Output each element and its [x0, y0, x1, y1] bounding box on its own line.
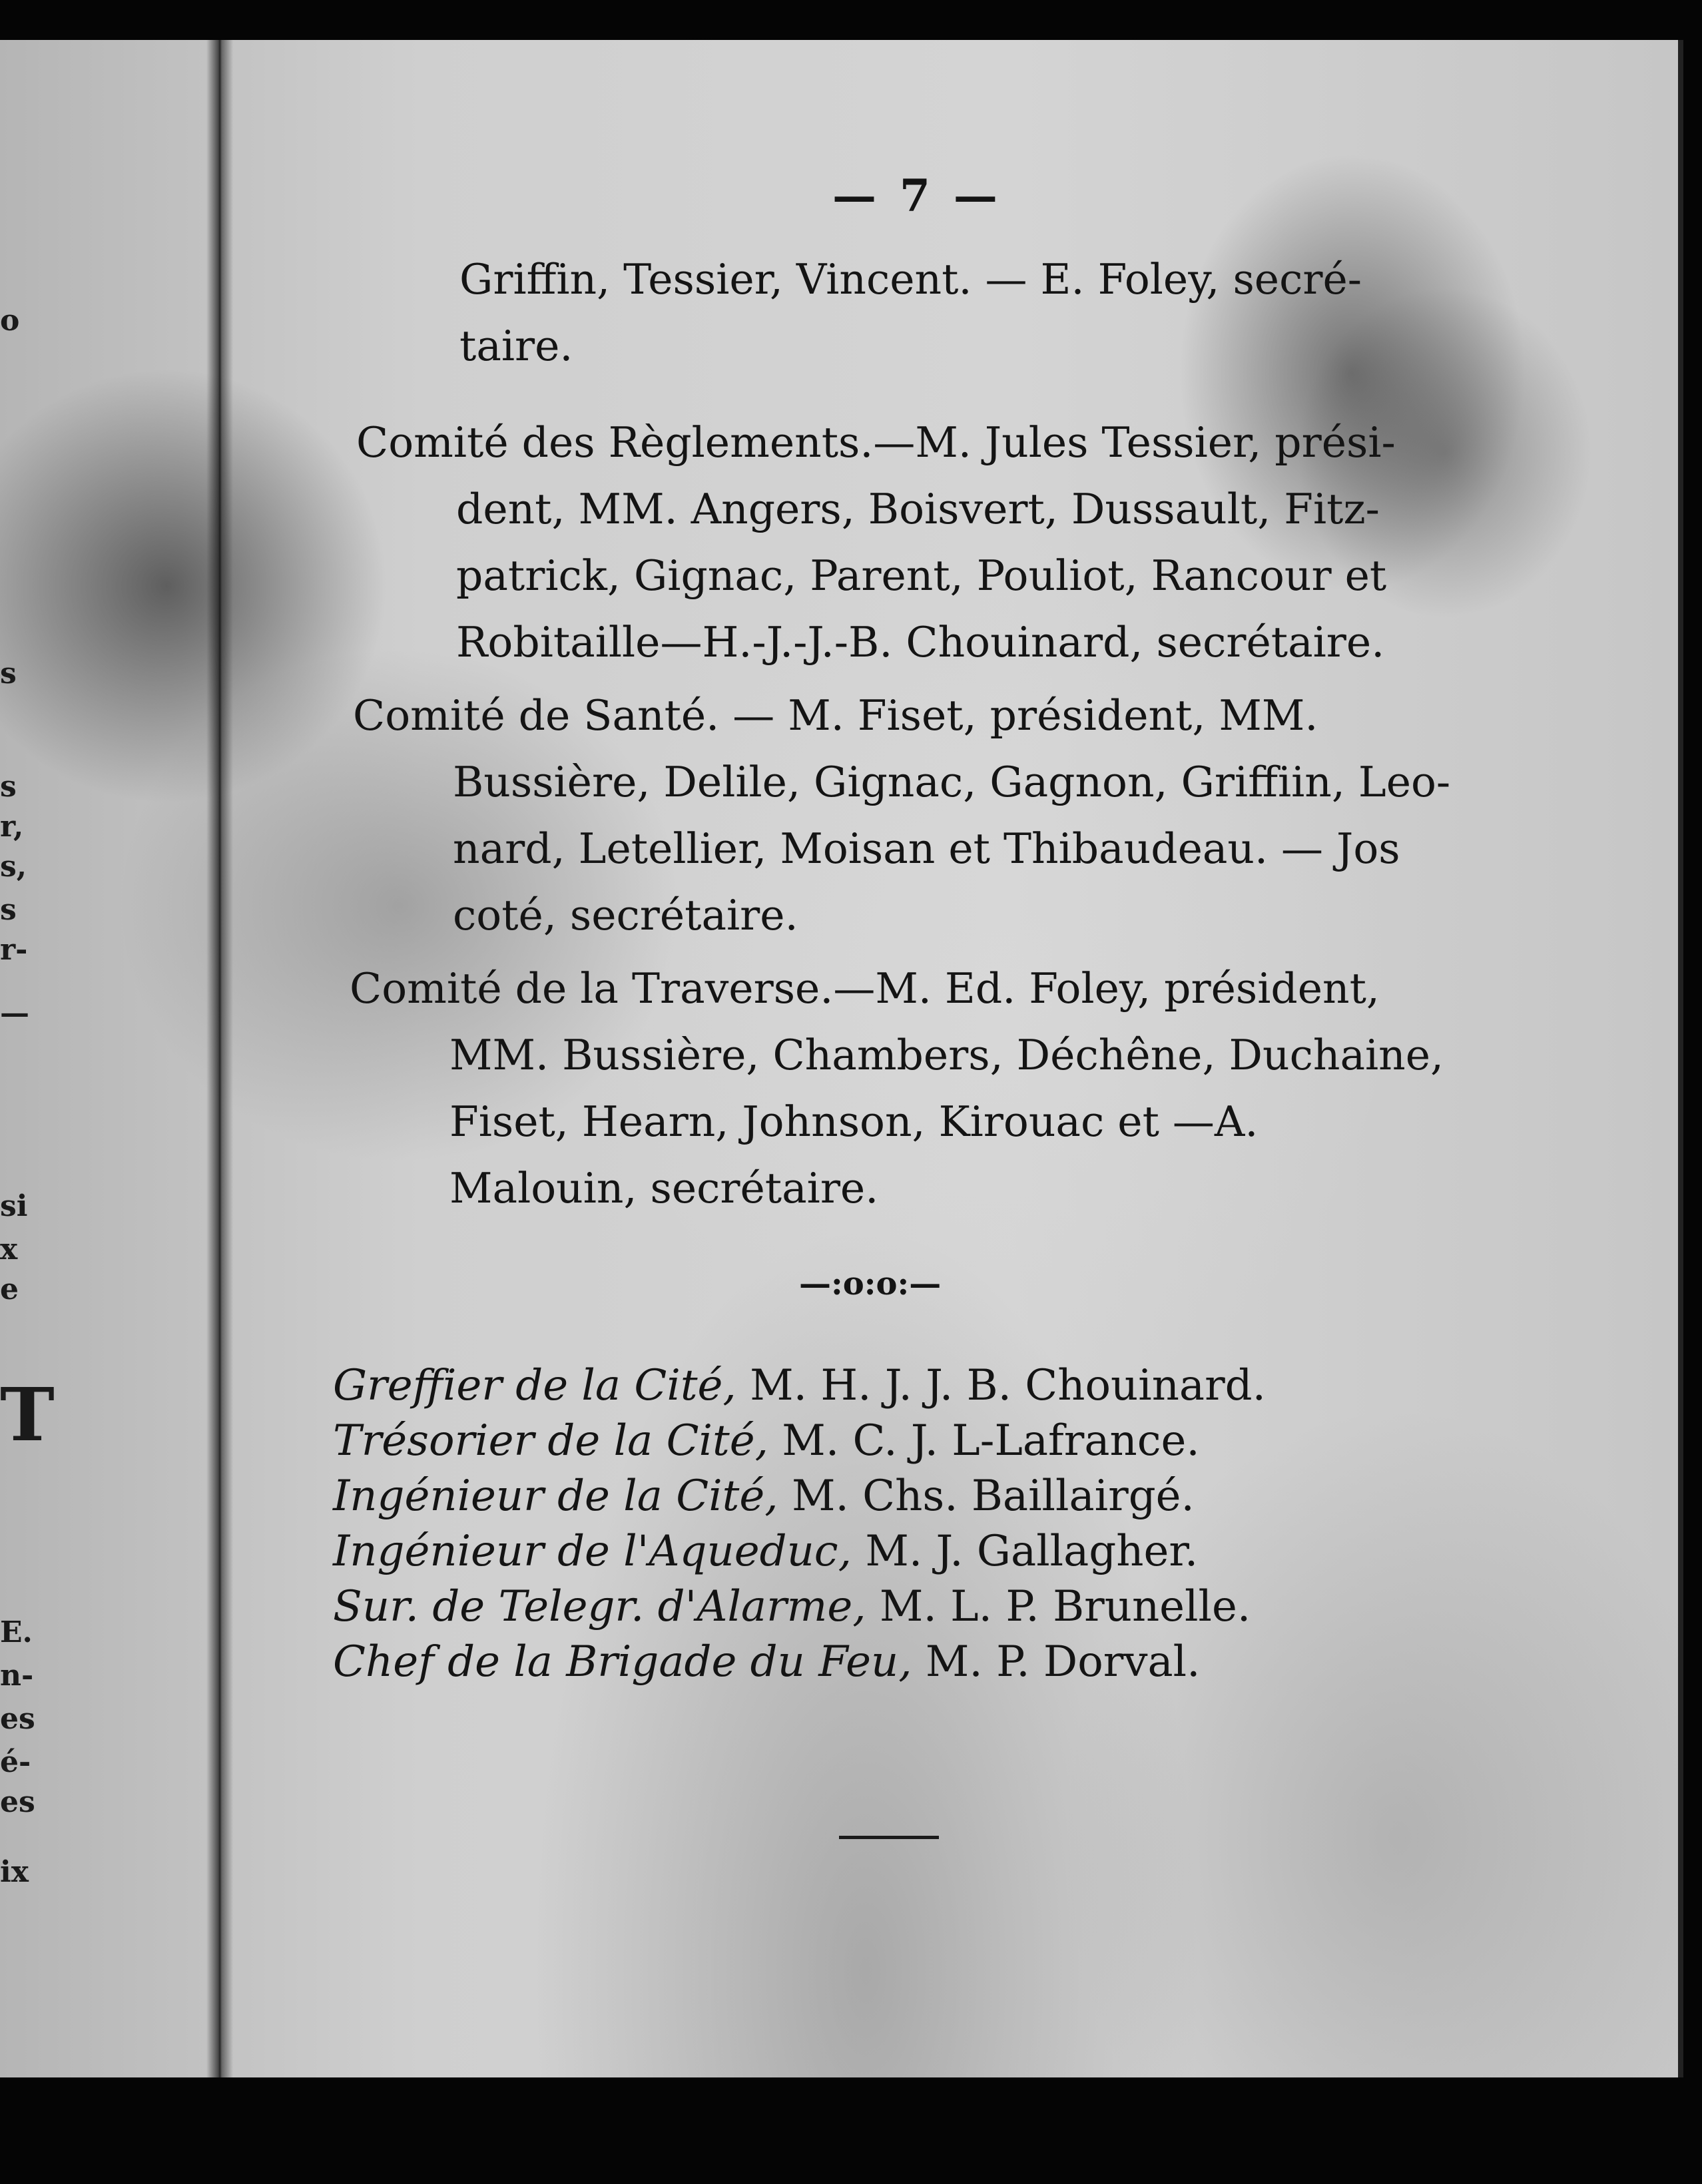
fragment-char: si	[0, 1189, 28, 1223]
text-line: dent, MM. Angers, Boisvert, Dussault, Fitz-	[456, 485, 1380, 533]
fragment-char: e	[0, 1272, 19, 1306]
officer-row	[333, 1579, 1398, 1635]
committee-heading-line: Comité de Santé. — M. Fiset, président, MM.	[353, 691, 1318, 740]
text-line: Griffin, Tessier, Vincent. — E. Foley, secré-	[459, 255, 1362, 304]
text-line: nard, Letellier, Moisan et Thibaudeau. — Jos	[453, 824, 1400, 873]
continuation-paragraph	[459, 246, 1465, 380]
officer-row	[333, 1635, 1398, 1690]
fragment-char: s	[0, 657, 17, 690]
officer-row	[333, 1358, 1398, 1414]
committee-heading-line: Comité des Règlements.—M. Jules Tessier, prési-	[356, 418, 1396, 467]
fragment-char: s	[0, 893, 17, 927]
fragment-char: r,	[0, 810, 24, 844]
text-line: Robitaille—H.-J.-J.-B. Chouinard, secrétaire.	[456, 618, 1385, 667]
page-fold	[206, 40, 233, 2077]
fragment-char: é-	[0, 1745, 31, 1779]
officer-name: M. J. Gallagher.	[865, 1527, 1199, 1576]
officer-row	[333, 1524, 1398, 1579]
committee-traverse	[350, 956, 1468, 1222]
officer-title: Greffier de la Cité,	[333, 1361, 736, 1410]
committee-heading-line: Comité de la Traverse.—M. Ed. Foley, président,	[350, 964, 1380, 1013]
fragment-char: ix	[0, 1855, 29, 1889]
text-line: Fiset, Hearn, Johnson, Kirouac et —A.	[449, 1097, 1259, 1146]
fragment-char: es	[0, 1785, 35, 1819]
fragment-char: T	[0, 1372, 55, 1458]
text-line: Bussière, Delile, Gignac, Gagnon, Griffiin, Leo-	[453, 758, 1451, 806]
city-officers-list	[333, 1358, 1398, 1690]
text-line: taire.	[459, 322, 573, 370]
text-line: coté, secrétaire.	[453, 891, 798, 940]
committee-reglements	[356, 410, 1475, 676]
fragment-char: x	[0, 1232, 18, 1266]
text-line: MM. Bussière, Chambers, Déchêne, Duchaine,	[449, 1031, 1444, 1079]
officer-name: M. C. J. L-Lafrance.	[782, 1416, 1200, 1466]
officer-title: Ingénieur de l'Aqueduc,	[333, 1527, 852, 1576]
fragment-char: n-	[0, 1659, 34, 1693]
officer-row	[333, 1414, 1398, 1469]
officer-title: Sur. de Telegr. d'Alarme,	[333, 1582, 866, 1631]
fragment-char: s	[0, 770, 17, 804]
officer-title: Chef de la Brigade du Feu,	[333, 1637, 912, 1687]
fragment-char: E.	[0, 1615, 33, 1649]
officer-name: M. P. Dorval.	[925, 1637, 1201, 1687]
committee-sante	[353, 682, 1472, 949]
officer-row	[333, 1469, 1398, 1524]
fragment-char: s,	[0, 850, 27, 884]
section-separator: —:o:o:—	[799, 1265, 942, 1302]
officer-title: Ingénieur de la Cité,	[333, 1472, 778, 1521]
officer-title: Trésorier de la Cité,	[333, 1416, 768, 1466]
fragment-char: o	[0, 304, 20, 338]
fragment-char: —	[0, 996, 29, 1030]
text-line: patrick, Gignac, Parent, Pouliot, Rancour et	[456, 551, 1387, 600]
officer-name: M. Chs. Baillairgé.	[791, 1472, 1195, 1521]
page-number: — 7 —	[832, 170, 1001, 222]
fragment-char: r-	[0, 933, 28, 967]
fragment-char: es	[0, 1702, 35, 1736]
text-line: Malouin, secrétaire.	[449, 1164, 879, 1213]
officer-name: M. H. J. J. B. Chouinard.	[750, 1361, 1266, 1410]
end-rule	[839, 1836, 939, 1839]
officer-name: M. L. P. Brunelle.	[879, 1582, 1251, 1631]
left-page-fragment	[0, 40, 55, 2077]
